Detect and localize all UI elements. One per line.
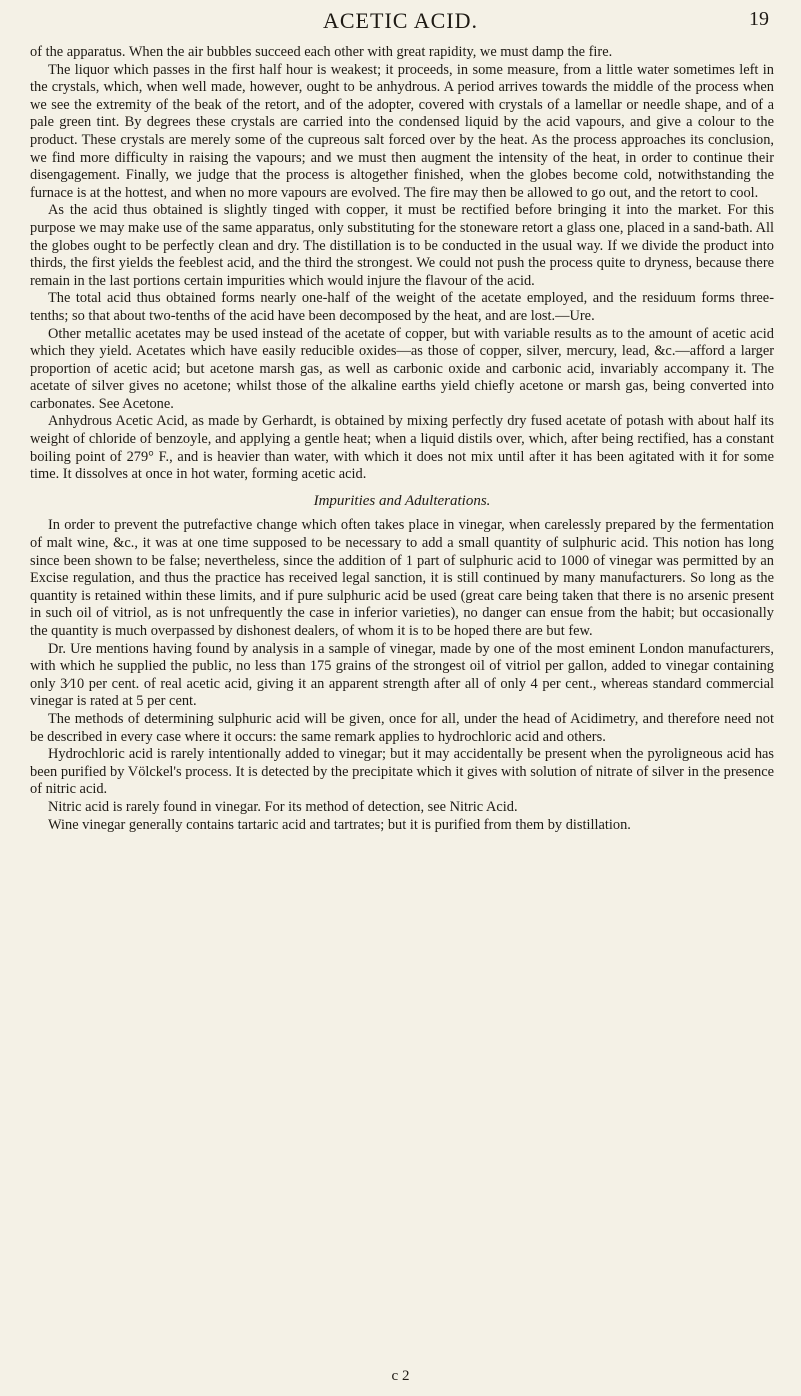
paragraph: Hydrochloric acid is rarely intentionally added to vinegar; but it may accidentally be present when the pyroligneous acid has been purified by Völckel's process. It is detected by the precipitate which it gives with solution of nitrate of silver in the presence of nitric acid.: [30, 746, 774, 798]
paragraph: Dr. Ure mentions having found by analysis in a sample of vinegar, made by one of the most eminent London manufacturers, with which he supplied the public, no less than 175 grains of the strongest oil of vitriol per gallon, added to vinegar containing only 3⁄10 per cent. of real acetic acid, giving it an apparent strength after all of only 4 per cent., whereas standard commercial vinegar is rated at 5 per cent.: [30, 640, 774, 710]
paragraph: The methods of determining sulphuric acid will be given, once for all, under the head of Acidimetry, and therefore need not be described in every case where it occurs: the same remark applies to hydrochloric acid and others.: [30, 710, 774, 745]
paragraph: Other metallic acetates may be used instead of the acetate of copper, but with variable results as to the amount of acetic acid which they yield. Acetates which have easily reducible oxides—as those of copper, silver, mercury, lead, &c.—afford a larger proportion of acetic acid; but acetone marsh gas, as well as carbonic oxide and carbonic acid, invariably accompany it. The acetate of silver gives no acetone; whilst those of the alkaline earths yield chiefly acetone or marsh gas, being converted into carbonates. See Acetone.: [30, 325, 774, 412]
section-heading: Impurities and Adulterations.: [313, 492, 491, 509]
paragraph: of the apparatus. When the air bubbles succeed each other with great rapidity, we must damp the fire.: [30, 44, 613, 60]
paragraph: As the acid thus obtained is slightly tinged with copper, it must be rectified before bringing it into the market. For this purpose we may make use of the same apparatus, only substituting for the stoneware retort a glass one, placed in a sand-bath. All the globes ought to be perfectly clean and dry. The distillation is to be conducted in the usual way. If we divide the product into thirds, the first yields the feeblest acid, and the third the strongest. We could not push the process quite to dryness, because there remain in the last portions certain impurities which would injure the flavour of the acid.: [30, 202, 774, 289]
paragraph: Wine vinegar generally contains tartaric acid and tartrates; but it is purified from them by distillation.: [48, 816, 631, 833]
running-head: ACETIC ACID.: [323, 8, 478, 33]
page-number: 19: [749, 8, 769, 30]
paragraph: Anhydrous Acetic Acid, as made by Gerhardt, is obtained by mixing perfectly dry fused acetate of potash with about half its weight of chloride of benzoyle, and applying a gentle heat; when a liquid distils over, which, after being rectified, has a constant boiling point of 279° F., and is heavier than water, with which it does not mix until after it has been agitated with it for some time. It dissolves at once in hot water, forming acetic acid.: [30, 413, 774, 483]
paragraph: Nitric acid is rarely found in vinegar. For its method of detection, see Nitric Acid.: [48, 798, 518, 815]
body-text: [30, 44, 774, 834]
paragraph: The liquor which passes in the first half hour is weakest; it proceeds, in some measure, from a little water sometimes left in the crystals, which, when well made, however, ought to be anhydrous. A period arrives towards the middle of the process when we see the extremity of the beak of the retort, and of the adopter, covered with crystals of a lamellar or needle shape, and of a pale green tint. By degrees these crystals are carried into the condensed liquid by the acid vapours, and give a colour to the product. These crystals are merely some of the cupreous salt forced over by the heat. As the process approaches its conclusion, we find more difficulty in raising the vapours; and we must then augment the intensity of the heat, in order to continue their disengagement. Finally, we judge that the process is altogether finished, when the globes become cold, notwithstanding the furnace is at the hottest, and when no more vapours are evolved. The fire may then be allowed to go out, and the retort to cool.: [30, 61, 774, 201]
paragraph: In order to prevent the putrefactive change which often takes place in vinegar, when carelessly prepared by the fermentation of malt wine, &c., it was at one time supposed to be necessary to add a small quantity of sulphuric acid. This notion has long since been shown to be false; nevertheless, since the addition of 1 part of sulphuric acid to 1000 of vinegar was permitted by an Excise regulation, and thus the practice has received legal sanction, it is still continued by many manufacturers. So long as the quantity is retained within these limits, and if pure sulphuric acid be used (great care being taken that there is no arsenic present in such oil of vitriol, as is not unfrequently the case in inferior varieties), no danger can ensue from the habit; but occasionally the quantity is much overpassed by dishonest dealers, of whom it is to be hoped there are but few.: [30, 517, 774, 639]
signature-mark: c 2: [391, 1368, 410, 1384]
paragraph: The total acid thus obtained forms nearly one-half of the weight of the acetate employed, and the residuum forms three-tenths; so that about two-tenths of the acid have been decomposed by the heat, and are lost.—Ure.: [30, 290, 774, 324]
page-header: [0, 4, 801, 48]
